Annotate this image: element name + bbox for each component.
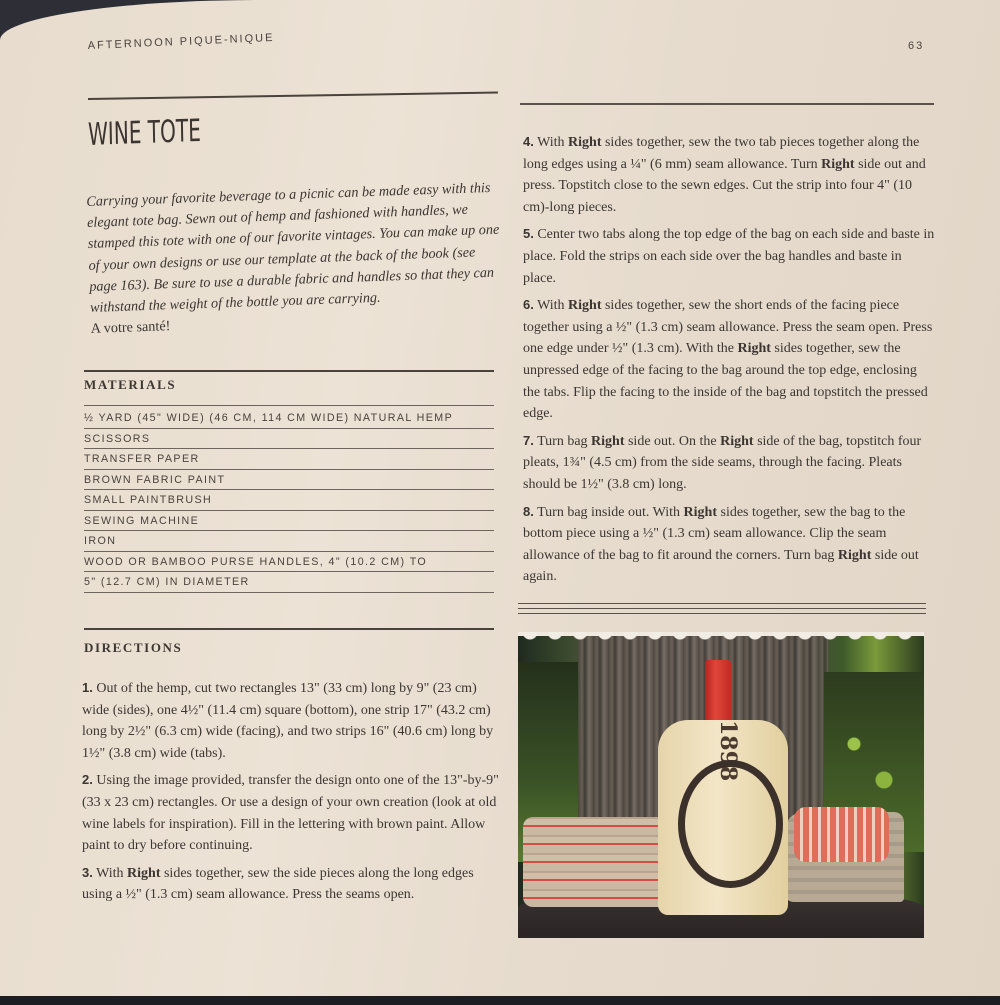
step-emphasis: Right [568,135,602,150]
photo-triple-rule [518,613,926,614]
intro-paragraph [86,178,503,341]
step-text: side out again. [523,547,919,585]
material-item: ½ YARD (45" WIDE) (46 CM, 114 CM WIDE) NATURAL HEMP [84,408,494,429]
step-emphasis: Right [837,547,872,563]
step-number: 5. [523,226,534,242]
direction-step-6 [523,294,937,425]
step-text: Using the image provided, transfer the design onto one of the 13"-by-9" (33 x 23 cm) rectangles. Or use a design of your own creation (look at old wine labels for inspiration). Fill in the lettering with brown paint. Allow paint to dry before continuing. [82,773,499,854]
material-item: TRANSFER PAPER [84,449,494,470]
ring-handle [678,760,783,888]
title-rule [88,92,498,100]
step-text: With [96,865,128,881]
step-number: 4. [523,134,534,149]
step-text: sides together, sew the short ends of the facing piece together using a ½" (1.3 cm) seam allowance. Press the seam open. Press one edge under ½" (1.3 cm). With the [523,298,933,357]
wine-tote-photo [518,632,924,938]
material-item: SEWING MACHINE [84,511,494,532]
direction-step-5 [523,223,937,289]
bag-label-year: 1898 [715,720,741,782]
directions-left-column [82,677,500,911]
photo-triple-rule [518,608,926,609]
step-text: side out. On the [624,433,721,449]
step-emphasis: Right [591,433,625,449]
step-number: 6. [523,297,534,313]
step-text: sides together, sew the bag to the bottom piece using a ½" (1.3 cm) seam allowance. Clip the seam allowance of the bag to fit around the corners. Turn bag [523,504,906,563]
step-text: With [537,298,569,314]
right-col-top-rule [520,103,934,105]
direction-step-3 [82,862,500,906]
step-text: sides together, sew the side pieces along the long edges using a ½" (1.3 cm) seam allowance. Press the seams open. [82,865,474,903]
material-item: IRON [84,531,494,552]
step-text: sides together, sew the unpressed edge of the facing to the bag around the top edge, enclosing the tabs. Flip the facing to the inside of the bag and topstitch the pressed edge. [523,341,928,422]
material-item: SMALL PAINTBRUSH [84,490,494,511]
step-number: 2. [82,772,93,788]
step-emphasis: Right [720,433,754,449]
step-number: 1. [82,680,93,695]
direction-step-4 [523,131,937,218]
step-text: Out of the hemp, cut two rectangles 13" (33 cm) long by 9" (23 cm) wide (sides), one 4½" (11.4 cm) square (bottom), one strip 17" (43.2 cm) long by 2½" (6.3 cm) wide (facing), and two strips 16" (40.6 cm) long by 1½" (3.8 cm) wide (tabs). [82,681,494,761]
page-number: 63 [908,40,925,52]
step-text: Turn bag [537,433,592,449]
materials-list [84,408,494,593]
page-edge-shadow [0,996,1000,1005]
step-emphasis: Right [821,156,855,172]
directions-heading: DIRECTIONS [84,640,183,655]
direction-step-2 [82,769,500,856]
direction-step-7 [523,430,937,496]
directions-right-column [523,131,937,593]
direction-step-8 [523,501,937,588]
lace-border [518,632,924,646]
step-text: Turn bag inside out. With [537,504,684,520]
step-number: 3. [82,864,93,880]
intro-text: Carrying your favorite beverage to a picnic can be made easy with this elegant tote bag. Sewn out of hemp and fashioned with handles, we stamped this tote with one of our favorite vintages. You can make up one of your own designs or use our template at the back of the book (see page 163). Be sure to use a durable fabric and handles so that they can withstand the weight of the bottle you are carrying. [86,179,500,316]
step-emphasis: Right [737,341,771,357]
step-emphasis: Right [568,298,602,314]
material-item: 5" (12.7 CM) IN DIAMETER [84,572,494,593]
directions-rule [84,628,494,630]
step-text: side out and press. Topstitch close to the sewn edges. Cut the strip into four 4" (10 cm)-long pieces. [523,156,926,215]
step-text: sides together, sew the two tab pieces together along the long edges using a ¼" (6 mm) seam allowance. Turn [523,135,920,172]
materials-rule [84,370,494,372]
step-emphasis: Right [127,865,161,881]
step-emphasis: Right [683,504,717,520]
running-head: AFTERNOON PIQUE-NIQUE [87,31,275,52]
photo-triple-rule [518,603,926,604]
material-item: SCISSORS [84,429,494,450]
page-title: WINE TOTE [87,112,202,153]
materials-list-top-rule [84,405,494,406]
step-number: 8. [523,503,534,519]
materials-heading: MATERIALS [84,377,177,392]
step-number: 7. [523,432,534,448]
material-item: WOOD OR BAMBOO PURSE HANDLES, 4" (10.2 CM) TO [84,552,494,573]
step-text: Center two tabs along the top edge of the bag on each side and baste in place. Fold the strips on each side over the bag handles and baste in place. [523,227,935,286]
intro-sign-off: A votre santé! [90,318,171,338]
direction-step-1 [82,677,500,764]
folded-linen [794,807,889,862]
step-text: side of the bag, topstitch four pleats, 1¾" (4.5 cm) from the side seams, through the facing. Pleats should be 1½" (3.8 cm) long. [523,433,922,492]
step-text: With [537,135,569,150]
material-item: BROWN FABRIC PAINT [84,470,494,491]
